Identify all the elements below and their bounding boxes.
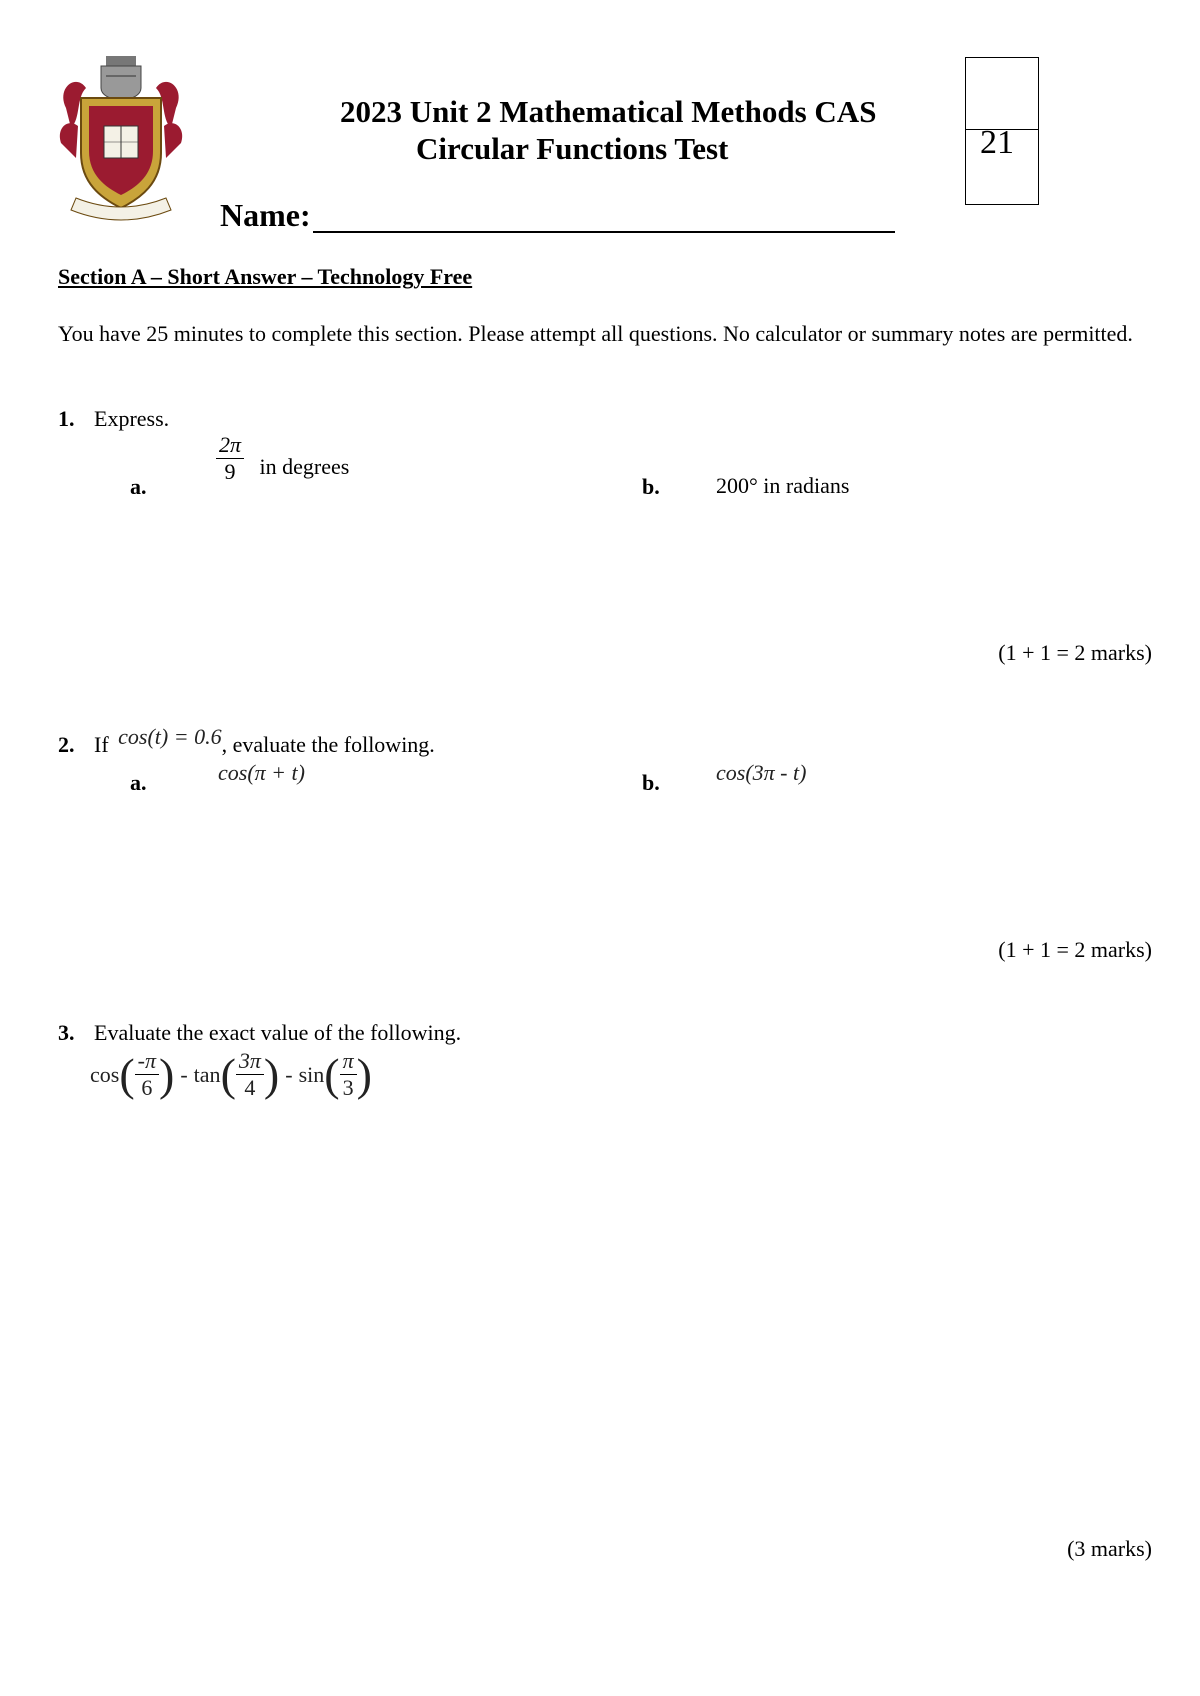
- question-2-suffix: , evaluate the following.: [221, 732, 435, 757]
- question-1-text: Express.: [94, 406, 170, 431]
- question-3-expression: cos ( $\frac{-\pi}{6}$ ) - tan ( $\frac{3\pi}{4}$ ) - sin ( $\frac{\pi}{3}$ ): [90, 1048, 372, 1100]
- question-3-text: Evaluate the exact value of the following.: [94, 1020, 462, 1045]
- question-2a-label: a.: [130, 770, 147, 795]
- question-3-operator-1: -: [180, 1061, 188, 1087]
- score-box: [965, 57, 1039, 205]
- school-crest-icon: [56, 48, 186, 223]
- question-3-fraction-3: [340, 1048, 357, 1101]
- question-2-condition: cos(t) = 0.6: [118, 724, 222, 749]
- question-3-operator-2: -: [285, 1061, 293, 1087]
- question-1a-expression: [216, 432, 349, 485]
- question-3-numerator-1: -π: [135, 1048, 159, 1075]
- question-2b-expression: cos(3π - t): [716, 760, 807, 785]
- question-2b-label: b.: [642, 770, 660, 795]
- question-1a-fraction: [216, 432, 244, 485]
- name-field[interactable]: [313, 231, 895, 233]
- test-title-line2: Circular Functions Test: [416, 131, 729, 166]
- question-3-func-tan: tan: [193, 1061, 221, 1087]
- section-heading: Section A – Short Answer – Technology Free: [58, 264, 473, 289]
- question-3-denominator-1: 6: [141, 1075, 153, 1100]
- question-1a-text: in degrees: [259, 453, 350, 479]
- question-3-numerator-3: π: [340, 1048, 357, 1075]
- question-1b-label: b.: [642, 474, 660, 499]
- test-title-line1: 2023 Unit 2 Mathematical Methods CAS: [340, 94, 877, 129]
- question-3-number: 3.: [58, 1020, 75, 1045]
- question-2-number: 2.: [58, 732, 75, 757]
- question-3-func-cos: cos: [90, 1061, 120, 1087]
- question-2-text: [94, 724, 435, 758]
- question-2-marks: (1 + 1 = 2 marks): [998, 937, 1152, 962]
- question-3-numerator-2: 3π: [236, 1048, 264, 1075]
- question-3-fraction-2: [236, 1048, 264, 1101]
- question-3-marks: (3 marks): [1067, 1536, 1152, 1561]
- question-1-number: 1.: [58, 406, 75, 431]
- question-1a-numerator: 2π: [216, 432, 244, 459]
- question-1a-denominator: 9: [224, 459, 236, 484]
- section-instructions: You have 25 minutes to complete this section. Please attempt all questions. No calculator or summary notes are permitted.: [58, 321, 1133, 346]
- question-3-func-sin: sin: [298, 1061, 325, 1087]
- question-2-prefix: If: [94, 732, 109, 757]
- score-value: 21: [980, 124, 1014, 161]
- question-1a-label: a.: [130, 474, 147, 499]
- question-2a-expression: cos(π + t): [218, 760, 305, 785]
- question-1-marks: (1 + 1 = 2 marks): [998, 640, 1152, 665]
- name-label: Name:: [220, 197, 311, 233]
- question-3-fraction-1: [135, 1048, 159, 1101]
- question-3-denominator-3: 3: [342, 1075, 354, 1100]
- question-1b-text: 200° in radians: [716, 473, 850, 498]
- question-3-denominator-2: 4: [244, 1075, 256, 1100]
- school-crest: [56, 48, 186, 223]
